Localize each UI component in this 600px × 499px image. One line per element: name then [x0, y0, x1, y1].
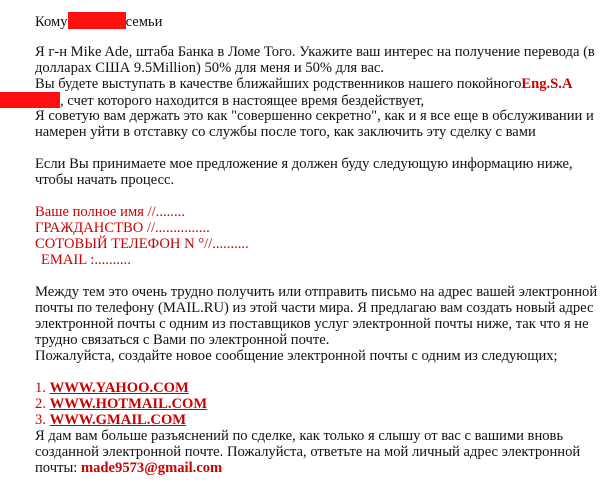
- closing-line: созданной электронной почте. Пожалуйста, ответьте на мой личный адрес электронной: [35, 444, 581, 460]
- closing-text: почты:: [35, 460, 81, 476]
- provider-number: 3.: [35, 412, 50, 428]
- provider-number: 1.: [35, 380, 50, 396]
- contact-email-link[interactable]: made9573@gmail.com: [80, 460, 223, 476]
- intro-text: Вы будете выступать в качестве ближайших родственников нашего покойного: [35, 76, 522, 92]
- redaction-mark: [0, 92, 60, 108]
- greeting-line: [35, 12, 590, 28]
- link-gmail[interactable]: WWW.GMAIL.COM: [49, 412, 187, 428]
- intro-line: намерен уйти в отставку со службы после того, как заключить эту сделку с вами: [35, 124, 536, 140]
- proposal-line: Если Вы принимаете мое предложение я должен буду следующую информацию ниже,: [35, 156, 573, 172]
- provider-item: [35, 396, 590, 412]
- intro-line: долларах США 9.5Million) 50% для меня и 50% для вас.: [35, 60, 385, 76]
- body-line: почты по телефону (MAIL.RU) из этой части мира. Я предлагаю вам создать новый адрес: [35, 300, 594, 316]
- link-hotmail[interactable]: WWW.HOTMAIL.COM: [49, 396, 208, 412]
- field-full-name: Ваше полное имя //........: [35, 204, 185, 220]
- intro-text: , счет которого находится в настоящее время бездействует,: [60, 93, 425, 109]
- intro-line: Я г-н Mike Ade, штаба Банка в Ломе Того. Укажите ваш интерес на получение перевода (в: [35, 44, 595, 60]
- letter-body: [35, 12, 598, 476]
- greeting-prefix: Кому: [35, 14, 68, 30]
- body-line: электронной почты с одним из поставщиков услуг электронной почты ниже, так что я не: [35, 316, 589, 332]
- field-phone: СОТОВЫЙ ТЕЛЕФОН N °//..........: [35, 236, 249, 252]
- body-line: Между тем это очень трудно получить или отправить письмо на адрес вашей электронной: [35, 284, 598, 300]
- provider-number: 2.: [35, 396, 50, 412]
- provider-item: [35, 380, 590, 396]
- body-line: Пожалуйста, создайте новое сообщение электронной почты с одним из следующих;: [35, 348, 558, 364]
- provider-item: [35, 412, 590, 428]
- intro-line: [35, 76, 590, 92]
- field-email: EMAIL :..........: [41, 252, 131, 268]
- greeting-suffix: семьи: [125, 14, 163, 30]
- closing-line: [35, 460, 590, 476]
- proposal-line: чтобы начать процесс.: [35, 172, 175, 188]
- redaction-mark: [68, 12, 126, 29]
- deceased-name: Eng.S.A: [521, 76, 573, 92]
- field-citizenship: ГРАЖДАНСТВО //...............: [35, 220, 210, 236]
- body-line: трудно связаться с Вами по электронной почте.: [35, 332, 330, 348]
- intro-line: [35, 92, 590, 108]
- closing-line: Я дам вам больше разъяснений по сделке, как только я слышу от вас с вашими вновь: [35, 428, 564, 444]
- link-yahoo[interactable]: WWW.YAHOO.COM: [49, 380, 189, 396]
- intro-line: Я советую вам держать это как "совершенно секретно", как и я все еще в обслуживании и: [35, 108, 594, 124]
